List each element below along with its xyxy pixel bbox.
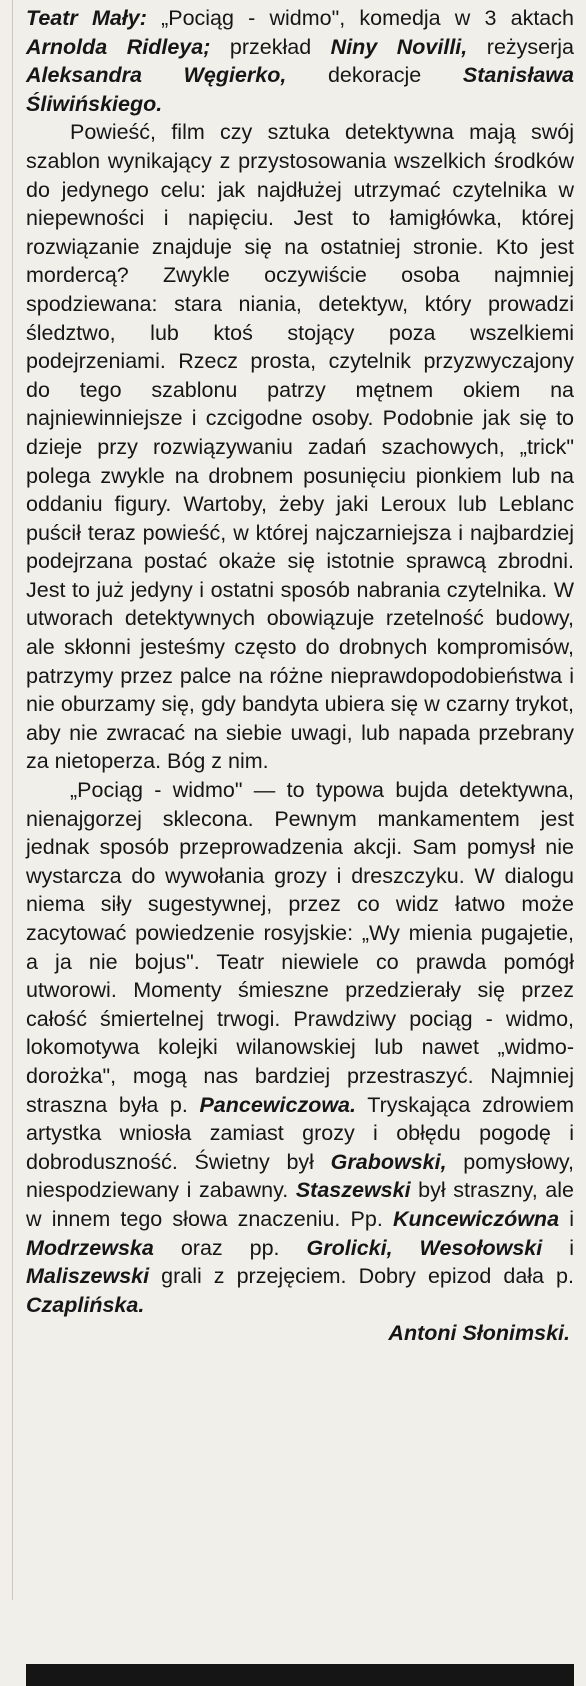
article-column	[26, 4, 574, 1348]
theatre-name: Teatr Mały:	[26, 6, 147, 30]
left-margin-strip	[0, 0, 13, 1600]
direction-label: reżyserja	[486, 34, 574, 59]
actor-name: Kuncewiczówna	[392, 1206, 560, 1231]
playwright-name: Arnolda Ridleya;	[26, 34, 211, 59]
decor-label: dekoracje	[327, 63, 422, 88]
actor-name: Czaplińska.	[26, 1292, 145, 1317]
review-intro: „Pociąg - widmo" — to typowa bujda detektywna, nienajgorzej sklecona. Pewnym mankamentem jest jednak sposób przeprowadzenia akcji. Sam pomysł nie wystarcza do wywołania grozy i dreszczyku. W dialogu niema siły sugestywnej, przez co widz łatwo może zacytować powiedzenie rosyjskie: „Wy mienia pugajetie, a ja nie bojus". Teatr niewiele co prawda pomógł utworowi. Momenty śmieszne przedzierały się przez całość śmiertelnej trwogi. Prawdziwy pociąg - widmo, lokomotywa kolejki wilanowskiej lub nawet „widmo-dorożka", mogą nas bardziej przestraszyć. Najmniej straszna była p.	[26, 778, 574, 1117]
paragraph-review	[26, 776, 574, 1319]
review-text: Tryskająca zdrowiem artystka wniosła zamiast grozy i obłędu pogodę i dobroduszność. Świetny był	[26, 1092, 574, 1174]
actor-name: Grolicki, Wesołowski	[306, 1235, 543, 1260]
actor-name: Staszewski	[295, 1178, 411, 1203]
actor-name: Pancewiczowa.	[199, 1092, 356, 1117]
actor-name: Grabowski,	[330, 1149, 447, 1174]
designer-name: Stanisława Śliwińskiego.	[26, 63, 574, 116]
director-name: Aleksandra Węgierko,	[26, 63, 287, 88]
bottom-rule	[26, 1664, 574, 1686]
review-header	[26, 4, 574, 118]
review-text: i	[569, 1206, 574, 1231]
actor-name: Maliszewski	[26, 1264, 150, 1289]
review-text: grali z przejęciem. Dobry epizod dała p.	[161, 1264, 574, 1289]
actor-name: Modrzewska	[26, 1235, 154, 1260]
review-text: i	[569, 1235, 574, 1260]
translation-label: przekład	[229, 34, 312, 59]
review-text: oraz pp.	[180, 1235, 280, 1260]
review-text: był straszny, ale w innem tego słowa znaczeniu. Pp.	[26, 1178, 574, 1231]
review-text: pomysłowy, niespodziewany i zabawny.	[26, 1149, 574, 1203]
paragraph-detective-genre: Powieść, film czy sztuka detektywna mają swój szablon wynikający z przystosowania wszelkich środków do jedynego celu: jak najdłużej utrzymać czytelnika w niepewności i napięciu. Jest to łamigłówka, której rozwiązanie znajduje się na ostatniej stronie. Kto jest mordercą? Zwykle oczywiście osoba najmniej spodziewana: stara niania, detektyw, który prowadzi śledztwo, lub ktoś stojący poza wszelkiemi podejrzeniami. Rzecz prosta, czytelnik przyzwyczajony do tego szablonu patrzy mętnem okiem na najniewinniejsze i czcigodne osoby. Podobnie jak się to dzieje przy rozwiązywaniu zadań szachowych, „trick" polega zwykle na drobnem posunięciu pionkiem lub na oddaniu figury. Wartoby, żeby jaki Leroux lub Leblanc puścił teraz powieść, w której najczarniejsza i najbardziej podejrzana postać okaże się istotnie sprawcą zbrodni. Jest to już jedyny i ostatni sposób nabrania czytelnika. W utworach detektywnych obowiązuje rzetelność budowy, ale skłonni jesteśmy często do drobnych kompromisów, patrzymy przez palce na różne nieprawdopodobieństwa i nie oburzamy się, gdy bandyta ubiera się w czarny trykot, aby nie zwracać na siebie uwagi, lub napada przebrany za nietoperza. Bóg z nim.	[26, 120, 574, 774]
play-title: „Pociąg - widmo", komedja w 3 aktach	[161, 6, 574, 30]
translator-name: Niny Novilli,	[330, 34, 468, 59]
author-signature: Antoni Słonimski.	[388, 1321, 570, 1346]
